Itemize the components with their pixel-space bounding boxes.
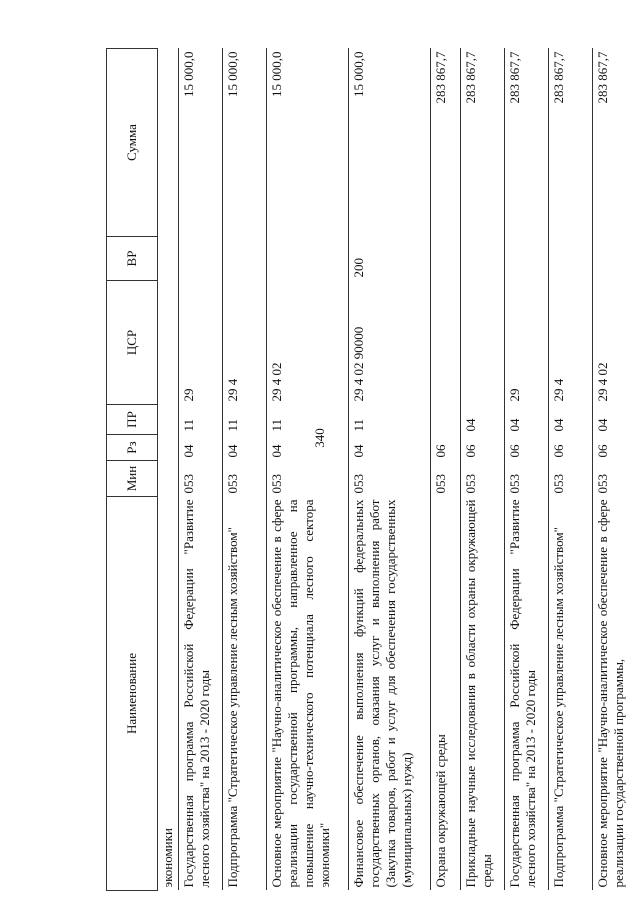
- cell-vr: [179, 237, 223, 281]
- header-name: Наименование: [107, 497, 158, 891]
- cell-rz: 06: [505, 435, 549, 461]
- cell-min: 053: [431, 461, 461, 497]
- cell-csr: [431, 281, 461, 405]
- cell-name: Финансовое обеспечение выполнения функций федеральных государственных органов, оказания услуг и выполнения работ (Закупка товаров, работ и услуг для обеспечения государственных (муниципальных) нужд): [349, 497, 431, 891]
- cell-sum: 283 867,7: [593, 49, 639, 237]
- cell-pr: 11: [267, 405, 349, 435]
- cell-rz: 06: [461, 435, 505, 461]
- cell-sum: 15 000,0: [223, 49, 267, 237]
- table-row: [267, 49, 349, 891]
- cell-vr: [431, 237, 461, 281]
- header-csr: ЦСР: [107, 281, 158, 405]
- header-sum: Сумма: [107, 49, 158, 237]
- cell-csr: 29: [179, 281, 223, 405]
- cell-csr: [461, 281, 505, 405]
- table-row: [505, 49, 549, 891]
- cell-csr: [158, 281, 179, 405]
- table-row: [593, 49, 639, 891]
- cell-pr: [431, 405, 461, 435]
- cell-name: Охрана окружающей среды: [431, 497, 461, 891]
- cell-min: 053: [223, 461, 267, 497]
- cell-csr: 29 4 02: [593, 281, 639, 405]
- header-rz: Рз: [107, 435, 158, 461]
- cell-vr: [505, 237, 549, 281]
- cell-rz: 04: [179, 435, 223, 461]
- cell-min: 053: [549, 461, 593, 497]
- cell-rz: [158, 435, 179, 461]
- budget-table: [106, 48, 639, 891]
- cell-vr: [593, 237, 639, 281]
- cell-sum: 283 867,7: [461, 49, 505, 237]
- cell-pr: [158, 405, 179, 435]
- cell-rz: 06: [593, 435, 639, 461]
- cell-csr: 29 4: [549, 281, 593, 405]
- cell-pr: 04: [549, 405, 593, 435]
- cell-pr: 11: [349, 405, 431, 435]
- cell-min: 053: [461, 461, 505, 497]
- cell-min: 053: [179, 461, 223, 497]
- cell-sum: 15 000,0: [349, 49, 431, 237]
- cell-name: Государственная программа Российской Федерации "Развитие лесного хозяйства" на 2013 - 2020 годы: [505, 497, 549, 891]
- cell-csr: 29 4: [223, 281, 267, 405]
- cell-sum: 15 000,0: [267, 49, 349, 237]
- cell-sum: [158, 49, 179, 237]
- cell-pr: 11: [223, 405, 267, 435]
- table-row: [158, 49, 179, 891]
- cell-vr: [158, 237, 179, 281]
- cell-vr: [461, 237, 505, 281]
- cell-csr: 29 4 02: [267, 281, 349, 405]
- cell-min: 053: [505, 461, 549, 497]
- cell-name: Прикладные научные исследования в области охраны окружающей среды: [461, 497, 505, 891]
- cell-pr: 11: [179, 405, 223, 435]
- cell-pr: 04: [461, 405, 505, 435]
- cell-name: Основное мероприятие "Научно-аналитическое обеспечение в сфере реализации государственной программы, направленное на повышение научно-технического потенциала лесного сектора экономики": [267, 497, 349, 891]
- budget-table-page: [106, 49, 626, 891]
- cell-pr: 04: [593, 405, 639, 435]
- cell-min: [158, 461, 179, 497]
- cell-sum: 15 000,0: [179, 49, 223, 237]
- cell-vr: [549, 237, 593, 281]
- cell-csr: 29 4 02 90000: [349, 281, 431, 405]
- cell-sum: 283 867,7: [505, 49, 549, 237]
- cell-name: экономики: [160, 828, 175, 888]
- cell-name: Подпрограмма "Стратегическое управление лесным хозяйством": [223, 497, 267, 891]
- header-min: Мин: [107, 461, 158, 497]
- cell-rz: 06: [431, 435, 461, 461]
- cell-vr: 200: [349, 237, 431, 281]
- cell-sum: 283 867,7: [549, 49, 593, 237]
- cell-min: 053: [349, 461, 431, 497]
- cell-min: 053: [267, 461, 349, 497]
- table-row: [431, 49, 461, 891]
- table-row: [179, 49, 223, 891]
- cell-name: Основное мероприятие "Научно-аналитическое обеспечение в сфере реализации государственной программы,: [593, 497, 639, 891]
- table-row: [549, 49, 593, 891]
- cell-vr: [267, 237, 349, 281]
- cell-rz: 04: [349, 435, 431, 461]
- page-number: 340: [311, 428, 327, 448]
- table-row: [461, 49, 505, 891]
- cell-rz: 06: [549, 435, 593, 461]
- header-pr: ПР: [107, 405, 158, 435]
- cell-rz: 04: [223, 435, 267, 461]
- cell-csr: 29: [505, 281, 549, 405]
- table-row: [223, 49, 267, 891]
- cell-rz: 04: [267, 435, 349, 461]
- cell-vr: [223, 237, 267, 281]
- cell-min: 053: [593, 461, 639, 497]
- cell-name: Государственная программа Российской Федерации "Развитие лесного хозяйства" на 2013 - 2020 годы: [179, 497, 223, 891]
- header-vr: ВР: [107, 237, 158, 281]
- table-row: [349, 49, 431, 891]
- cell-name: Подпрограмма "Стратегическое управление лесным хозяйством": [549, 497, 593, 891]
- cell-sum: 283 867,7: [431, 49, 461, 237]
- table-header: [107, 49, 158, 891]
- cell-pr: 04: [505, 405, 549, 435]
